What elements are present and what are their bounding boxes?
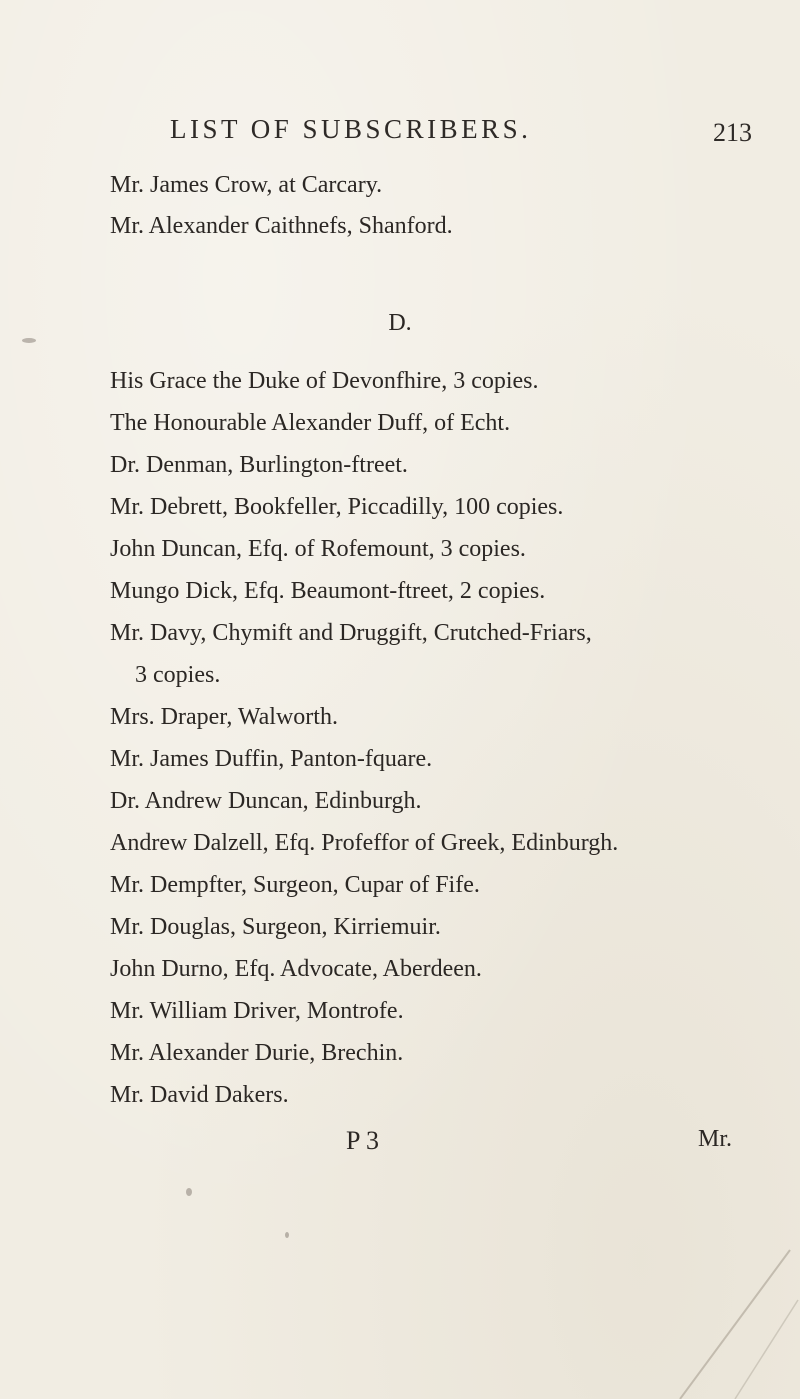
- subscriber-entry: Andrew Dalzell, Efq. Profeffor of Greek, Edinburgh.: [110, 830, 619, 856]
- subscriber-entry: Dr. Denman, Burlington-ftreet.: [110, 452, 408, 478]
- page-corner-crease: [640, 1230, 800, 1399]
- subscriber-entry: Dr. Andrew Duncan, Edinburgh.: [110, 788, 422, 814]
- subscriber-entry: The Honourable Alexander Duff, of Echt.: [110, 410, 511, 436]
- subscriber-entry: Mr. James Duffin, Panton-fquare.: [110, 746, 433, 772]
- signature-mark: P 3: [346, 1126, 379, 1155]
- subscriber-entry: Mr. Alexander Caithnefs, Shanford.: [110, 213, 453, 239]
- page-number: 213: [713, 118, 752, 147]
- subscriber-entry: Mrs. Draper, Walworth.: [110, 704, 338, 730]
- subscriber-entry: John Duncan, Efq. of Rofemount, 3 copies.: [110, 536, 526, 562]
- subscriber-entry: Mr. David Dakers.: [110, 1082, 289, 1108]
- subscriber-entry: Mr. Douglas, Surgeon, Kirriemuir.: [110, 914, 441, 940]
- subscriber-entry: Mungo Dick, Efq. Beaumont-ftreet, 2 copies.: [110, 578, 546, 604]
- paper-blemish: [22, 338, 36, 343]
- subscriber-entry: His Grace the Duke of Devonfhire, 3 copies.: [110, 368, 539, 394]
- subscriber-entry-continuation: 3 copies.: [135, 662, 221, 688]
- running-head: [0, 114, 800, 154]
- subscriber-entry: Mr. James Crow, at Carcary.: [110, 172, 383, 198]
- running-title: LIST OF SUBSCRIBERS.: [170, 114, 532, 144]
- subscriber-entry: Mr. Debrett, Bookfeller, Piccadilly, 100 copies.: [110, 494, 564, 520]
- subscriber-entry: Mr. William Driver, Montrofe.: [110, 998, 404, 1024]
- subscriber-entry: Mr. Dempfter, Surgeon, Cupar of Fife.: [110, 872, 480, 898]
- subscriber-entry: John Durno, Efq. Advocate, Aberdeen.: [110, 956, 482, 982]
- subscriber-entry: Mr. Davy, Chymift and Druggift, Crutched-Friars,: [110, 620, 592, 646]
- subscriber-entry: Mr. Alexander Durie, Brechin.: [110, 1040, 404, 1066]
- catchword: Mr.: [698, 1126, 733, 1152]
- paper-blemish: [186, 1188, 192, 1196]
- section-letter: D.: [388, 310, 412, 336]
- paper-blemish: [285, 1232, 289, 1238]
